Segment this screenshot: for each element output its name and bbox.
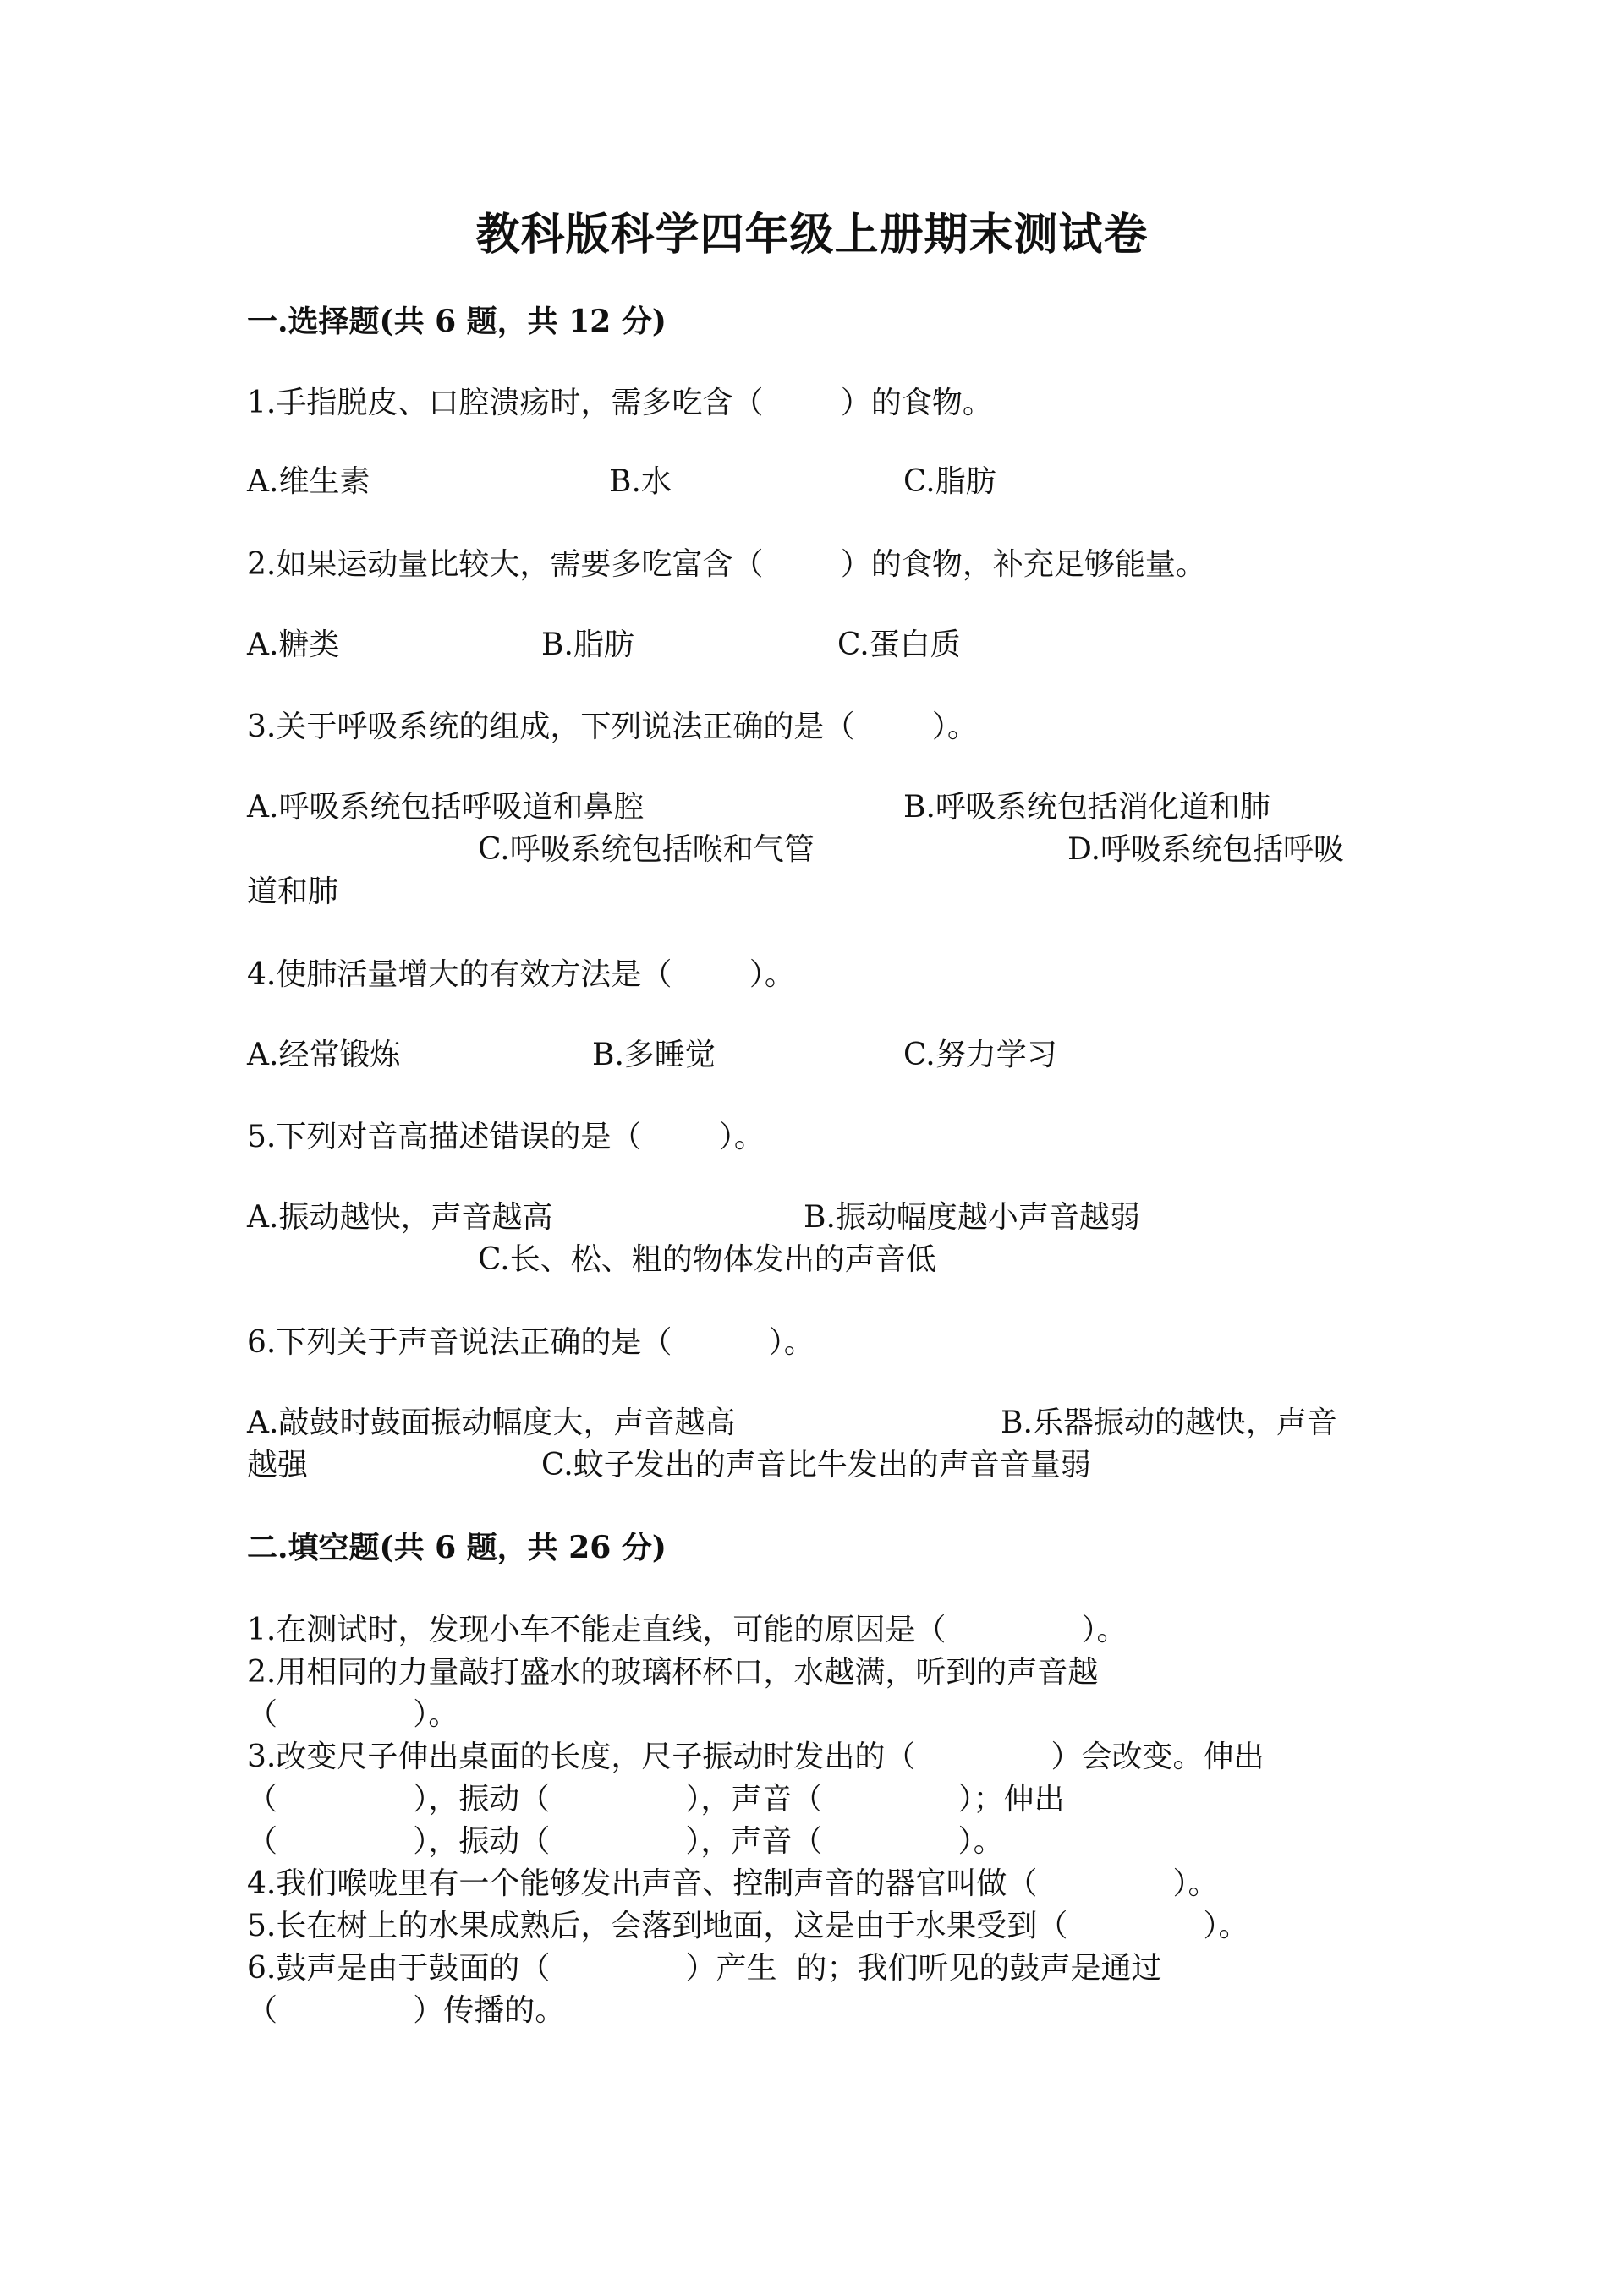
page-title: 教科版科学四年级上册期末测试卷 xyxy=(475,209,1149,260)
question-stem: 6.下列关于声音说法正确的是（ ）。 xyxy=(247,1325,815,1360)
option-a: A.经常锻炼 xyxy=(247,1038,401,1072)
option-c: C.蛋白质 xyxy=(837,627,961,662)
fill-line: 3.改变尺子伸出桌面的长度，尺子振动时发出的（ ）会改变。伸出 xyxy=(247,1740,1265,1774)
question-stem: 3.关于呼吸系统的组成，下列说法正确的是（ ）。 xyxy=(247,710,978,744)
option-b: B.水 xyxy=(609,464,672,499)
option-c: C.努力学习 xyxy=(903,1038,1057,1072)
fill-line: 5.长在树上的水果成熟后，会落到地面，这是由于水果受到（ ）。 xyxy=(247,1909,1249,1943)
option-a: A.振动越快，声音越高 xyxy=(247,1200,553,1235)
option-d: D.呼吸系统包括呼吸 xyxy=(1067,832,1345,867)
option-c: C.呼吸系统包括喉和气管 xyxy=(478,832,815,867)
option-c: C.脂肪 xyxy=(903,464,996,499)
question-stem: 4.使肺活量增大的有效方法是（ ）。 xyxy=(247,957,795,992)
section-heading-fill: 二.填空题(共 6 题，共 26 分) xyxy=(247,1530,667,1565)
question-stem: 5.下列对音高描述错误的是（ ）。 xyxy=(247,1120,765,1154)
fill-line: （ ），振动（ ），声音（ ）。 xyxy=(247,1824,1004,1859)
option-b: B.乐器振动的越快，声音 xyxy=(1001,1406,1337,1440)
option-b: B.振动幅度越小声音越弱 xyxy=(804,1200,1140,1235)
option-b: B.呼吸系统包括消化道和肺 xyxy=(903,790,1270,825)
question-stem: 2.如果运动量比较大，需要多吃富含（ ）的食物，补充足够能量。 xyxy=(247,547,1206,582)
option-b-continued: 越强 xyxy=(247,1448,309,1482)
option-d-continued: 道和肺 xyxy=(247,874,339,909)
option-a: A.呼吸系统包括呼吸道和鼻腔 xyxy=(247,790,645,825)
question-stem: 1.手指脱皮、口腔溃疡时，需多吃含（ ）的食物。 xyxy=(247,386,993,420)
section-heading-choice: 一.选择题(共 6 题，共 12 分) xyxy=(247,304,667,339)
fill-line: 2.用相同的力量敲打盛水的玻璃杯杯口，水越满，听到的声音越 xyxy=(247,1655,1099,1690)
option-b: B.脂肪 xyxy=(541,627,634,662)
fill-line: 1.在测试时，发现小车不能走直线，可能的原因是（ ）。 xyxy=(247,1613,1127,1647)
fill-line: （ ），振动（ ），声音（ ）；伸出 xyxy=(247,1782,1065,1817)
option-a: A.敲鼓时鼓面振动幅度大，声音越高 xyxy=(247,1406,736,1440)
option-b: B.多睡觉 xyxy=(592,1038,716,1072)
option-c: C.蚊子发出的声音比牛发出的声音音量弱 xyxy=(541,1448,1091,1482)
option-a: A.维生素 xyxy=(247,464,370,499)
fill-line: 4.我们喉咙里有一个能够发出声音、控制声音的器官叫做（ ）。 xyxy=(247,1866,1219,1901)
option-a: A.糖类 xyxy=(247,627,340,662)
fill-line: 6.鼓声是由于鼓面的（ ）产生 的；我们听见的鼓声是通过 xyxy=(247,1951,1162,1986)
option-c: C.长、松、粗的物体发出的声音低 xyxy=(478,1242,936,1277)
fill-line: （ ）传播的。 xyxy=(247,1993,566,2028)
fill-line: （ ）。 xyxy=(247,1697,459,1732)
